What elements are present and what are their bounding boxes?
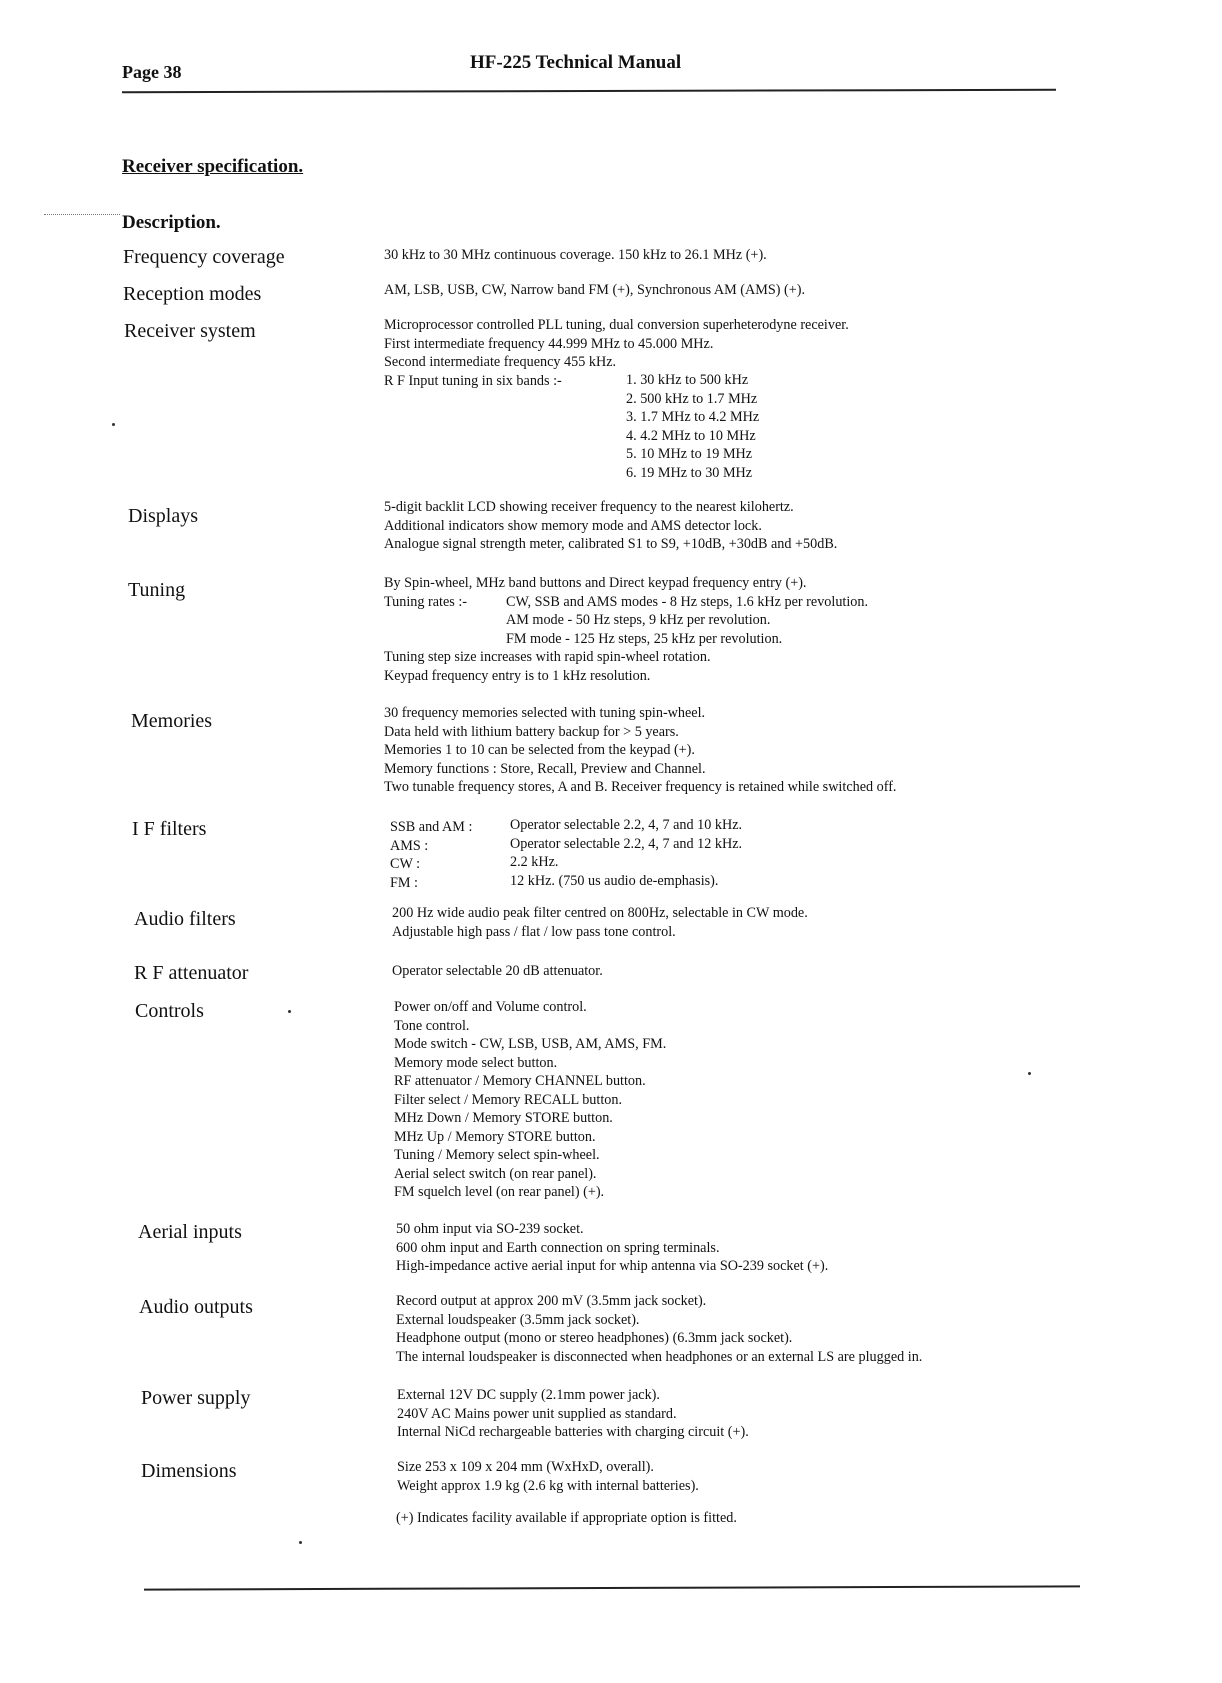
spec-value-memories xyxy=(384,704,896,797)
spec-line: Size 253 x 109 x 204 mm (WxHxD, overall). xyxy=(397,1459,654,1475)
manual-title: HF-225 Technical Manual xyxy=(470,52,682,73)
spec-line: 200 Hz wide audio peak filter centred on 800Hz, selectable in CW mode. xyxy=(392,905,808,921)
rf-band: 1. 30 kHz to 500 kHz xyxy=(626,372,749,388)
spec-label-dimensions: Dimensions xyxy=(141,1460,237,1482)
spec-line: Microprocessor controlled PLL tuning, dual conversion superheterodyne receiver. xyxy=(384,317,849,333)
if-filter-modes xyxy=(390,818,472,892)
spec-line: Tuning / Memory select spin-wheel. xyxy=(394,1147,600,1163)
spec-label-aerial-inputs: Aerial inputs xyxy=(138,1221,242,1243)
spec-label-frequency-coverage: Frequency coverage xyxy=(123,246,285,268)
spec-label-receiver-system: Receiver system xyxy=(124,320,256,342)
spec-line: 240V AC Mains power unit supplied as standard. xyxy=(397,1405,677,1422)
spec-line: Memory functions : Store, Recall, Preview and Channel. xyxy=(384,760,706,777)
spec-line: FM squelch level (on rear panel) (+). xyxy=(394,1184,605,1200)
spec-line: 600 ohm input and Earth connection on spring terminals. xyxy=(396,1239,720,1256)
spec-line: MHz Up / Memory STORE button. xyxy=(394,1128,596,1145)
header-rule xyxy=(122,89,1056,93)
spec-value-audio-filters xyxy=(392,904,808,941)
section-title: Receiver specification. xyxy=(122,156,304,177)
rf-band: 3. 1.7 MHz to 4.2 MHz xyxy=(626,409,760,425)
scan-speck xyxy=(1028,1072,1031,1075)
tuning-rates-row xyxy=(384,593,868,612)
spec-line: Analogue signal strength meter, calibrated S1 to S9, +10dB, +30dB and +50dB. xyxy=(384,536,838,552)
spec-line: Keypad frequency entry is to 1 kHz resolution. xyxy=(384,667,651,684)
rf-band: 6. 19 MHz to 30 MHz xyxy=(626,464,753,481)
spec-line: Internal NiCd rechargeable batteries with charging circuit (+). xyxy=(397,1424,749,1440)
spec-line: Additional indicators show memory mode and AMS detector lock. xyxy=(384,517,762,534)
if-filter-value: Operator selectable 2.2, 4, 7 and 12 kHz. xyxy=(510,835,743,852)
spec-line: Operator selectable 20 dB attenuator. xyxy=(392,963,603,979)
spec-label-displays: Displays xyxy=(128,505,198,527)
spec-line: Aerial select switch (on rear panel). xyxy=(394,1165,597,1182)
spec-line: By Spin-wheel, MHz band buttons and Direct keypad frequency entry (+). xyxy=(384,575,807,591)
spec-line: Two tunable frequency stores, A and B. Receiver frequency is retained while switched off. xyxy=(384,779,897,795)
spec-line: 30 kHz to 30 MHz continuous coverage. 150 kHz to 26.1 MHz (+). xyxy=(384,247,767,263)
if-filter-values xyxy=(510,816,742,890)
if-filter-mode: FM : xyxy=(390,874,418,891)
spec-value-rf-attenuator xyxy=(392,962,603,981)
spec-line: MHz Down / Memory STORE button. xyxy=(394,1110,613,1126)
spec-line: Second intermediate frequency 455 kHz. xyxy=(384,354,617,370)
spec-label-reception-modes: Reception modes xyxy=(123,283,262,305)
spec-value-power-supply xyxy=(397,1386,749,1442)
spec-line: Memory mode select button. xyxy=(394,1054,558,1071)
tuning-rate: CW, SSB and AMS modes - 8 Hz steps, 1.6 kHz per revolution. xyxy=(506,593,869,610)
spec-label-memories: Memories xyxy=(131,710,213,732)
spec-line: Record output at approx 200 mV (3.5mm jack socket). xyxy=(396,1293,707,1309)
spec-value-audio-outputs xyxy=(396,1292,922,1366)
if-filter-value: Operator selectable 2.2, 4, 7 and 10 kHz. xyxy=(510,817,743,833)
spec-label-rf-attenuator: R F attenuator xyxy=(134,962,249,984)
spec-value-controls xyxy=(394,998,666,1202)
spec-label-audio-outputs: Audio outputs xyxy=(139,1296,253,1318)
spec-label-power-supply: Power supply xyxy=(141,1387,251,1409)
footer-rule xyxy=(144,1585,1080,1590)
spec-line: High-impedance active aerial input for whip antenna via SO-239 socket (+). xyxy=(396,1258,829,1274)
spec-line: Power on/off and Volume control. xyxy=(394,999,587,1015)
spec-value-tuning xyxy=(384,574,868,685)
spec-line: Mode switch - CW, LSB, USB, AM, AMS, FM. xyxy=(394,1036,667,1052)
spec-line: External 12V DC supply (2.1mm power jack). xyxy=(397,1387,660,1403)
spec-value-receiver-system xyxy=(384,316,849,390)
spec-value-dimensions xyxy=(397,1458,699,1495)
spec-line: R F Input tuning in six bands :- xyxy=(384,372,562,389)
spec-line: AM, LSB, USB, CW, Narrow band FM (+), Synchronous AM (AMS) (+). xyxy=(384,282,806,298)
if-filter-mode: CW : xyxy=(390,856,421,872)
margin-dotted-mark xyxy=(44,214,120,215)
spec-line: Tuning step size increases with rapid spin-wheel rotation. xyxy=(384,649,711,665)
spec-line: 5-digit backlit LCD showing receiver frequency to the nearest kilohertz. xyxy=(384,499,794,515)
spec-line: Adjustable high pass / flat / low pass tone control. xyxy=(392,923,676,940)
spec-line: 50 ohm input via SO-239 socket. xyxy=(396,1221,584,1237)
spec-label-audio-filters: Audio filters xyxy=(134,908,236,930)
spec-label-if-filters: I F filters xyxy=(132,818,207,840)
spec-line: Weight approx 1.9 kg (2.6 kg with internal batteries). xyxy=(397,1477,699,1494)
rf-band: 4. 4.2 MHz to 10 MHz xyxy=(626,427,756,444)
tuning-rate-row xyxy=(384,611,868,630)
rf-band-list xyxy=(626,371,759,482)
spec-line: Memories 1 to 10 can be selected from the keypad (+). xyxy=(384,742,695,758)
spec-line: External loudspeaker (3.5mm jack socket). xyxy=(396,1311,640,1328)
spec-line: First intermediate frequency 44.999 MHz to 45.000 MHz. xyxy=(384,335,714,352)
spec-label-tuning: Tuning xyxy=(128,579,186,601)
spec-line: The internal loudspeaker is disconnected when headphones or an external LS are plugged in. xyxy=(396,1348,923,1365)
tuning-rates-label: Tuning rates :- xyxy=(384,593,468,610)
spec-line: Headphone output (mono or stereo headphones) (6.3mm jack socket). xyxy=(396,1330,793,1346)
spec-value-reception-modes xyxy=(384,281,805,300)
page-number: Page 38 xyxy=(122,62,182,82)
rf-band: 2. 500 kHz to 1.7 MHz xyxy=(626,390,758,407)
spec-value-displays xyxy=(384,498,837,554)
spec-label-controls: Controls xyxy=(135,1000,204,1022)
spec-value-aerial-inputs xyxy=(396,1220,828,1276)
spec-line: Filter select / Memory RECALL button. xyxy=(394,1091,623,1108)
spec-line: 30 frequency memories selected with tuning spin-wheel. xyxy=(384,705,706,721)
tuning-rate: FM mode - 125 Hz steps, 25 kHz per revolution. xyxy=(506,630,783,647)
rf-band: 5. 10 MHz to 19 MHz xyxy=(626,446,753,462)
spec-value-frequency-coverage xyxy=(384,246,767,265)
tuning-rate: AM mode - 50 Hz steps, 9 kHz per revolution. xyxy=(506,612,771,628)
spec-line: RF attenuator / Memory CHANNEL button. xyxy=(394,1073,646,1089)
tuning-rate-row xyxy=(384,630,868,649)
scan-speck xyxy=(288,1010,291,1013)
scan-speck xyxy=(299,1541,302,1544)
spec-line: Data held with lithium battery backup for > 5 years. xyxy=(384,723,679,740)
if-filter-mode: SSB and AM : xyxy=(390,819,473,835)
if-filter-value: 12 kHz. (750 us audio de-emphasis). xyxy=(510,872,719,889)
option-footnote: (+) Indicates facility available if appropriate option is fitted. xyxy=(396,1510,737,1526)
spec-line: Tone control. xyxy=(394,1017,470,1034)
if-filter-value: 2.2 kHz. xyxy=(510,854,559,870)
scan-speck xyxy=(112,423,115,426)
description-heading: Description. xyxy=(122,212,221,233)
if-filter-mode: AMS : xyxy=(390,837,429,854)
